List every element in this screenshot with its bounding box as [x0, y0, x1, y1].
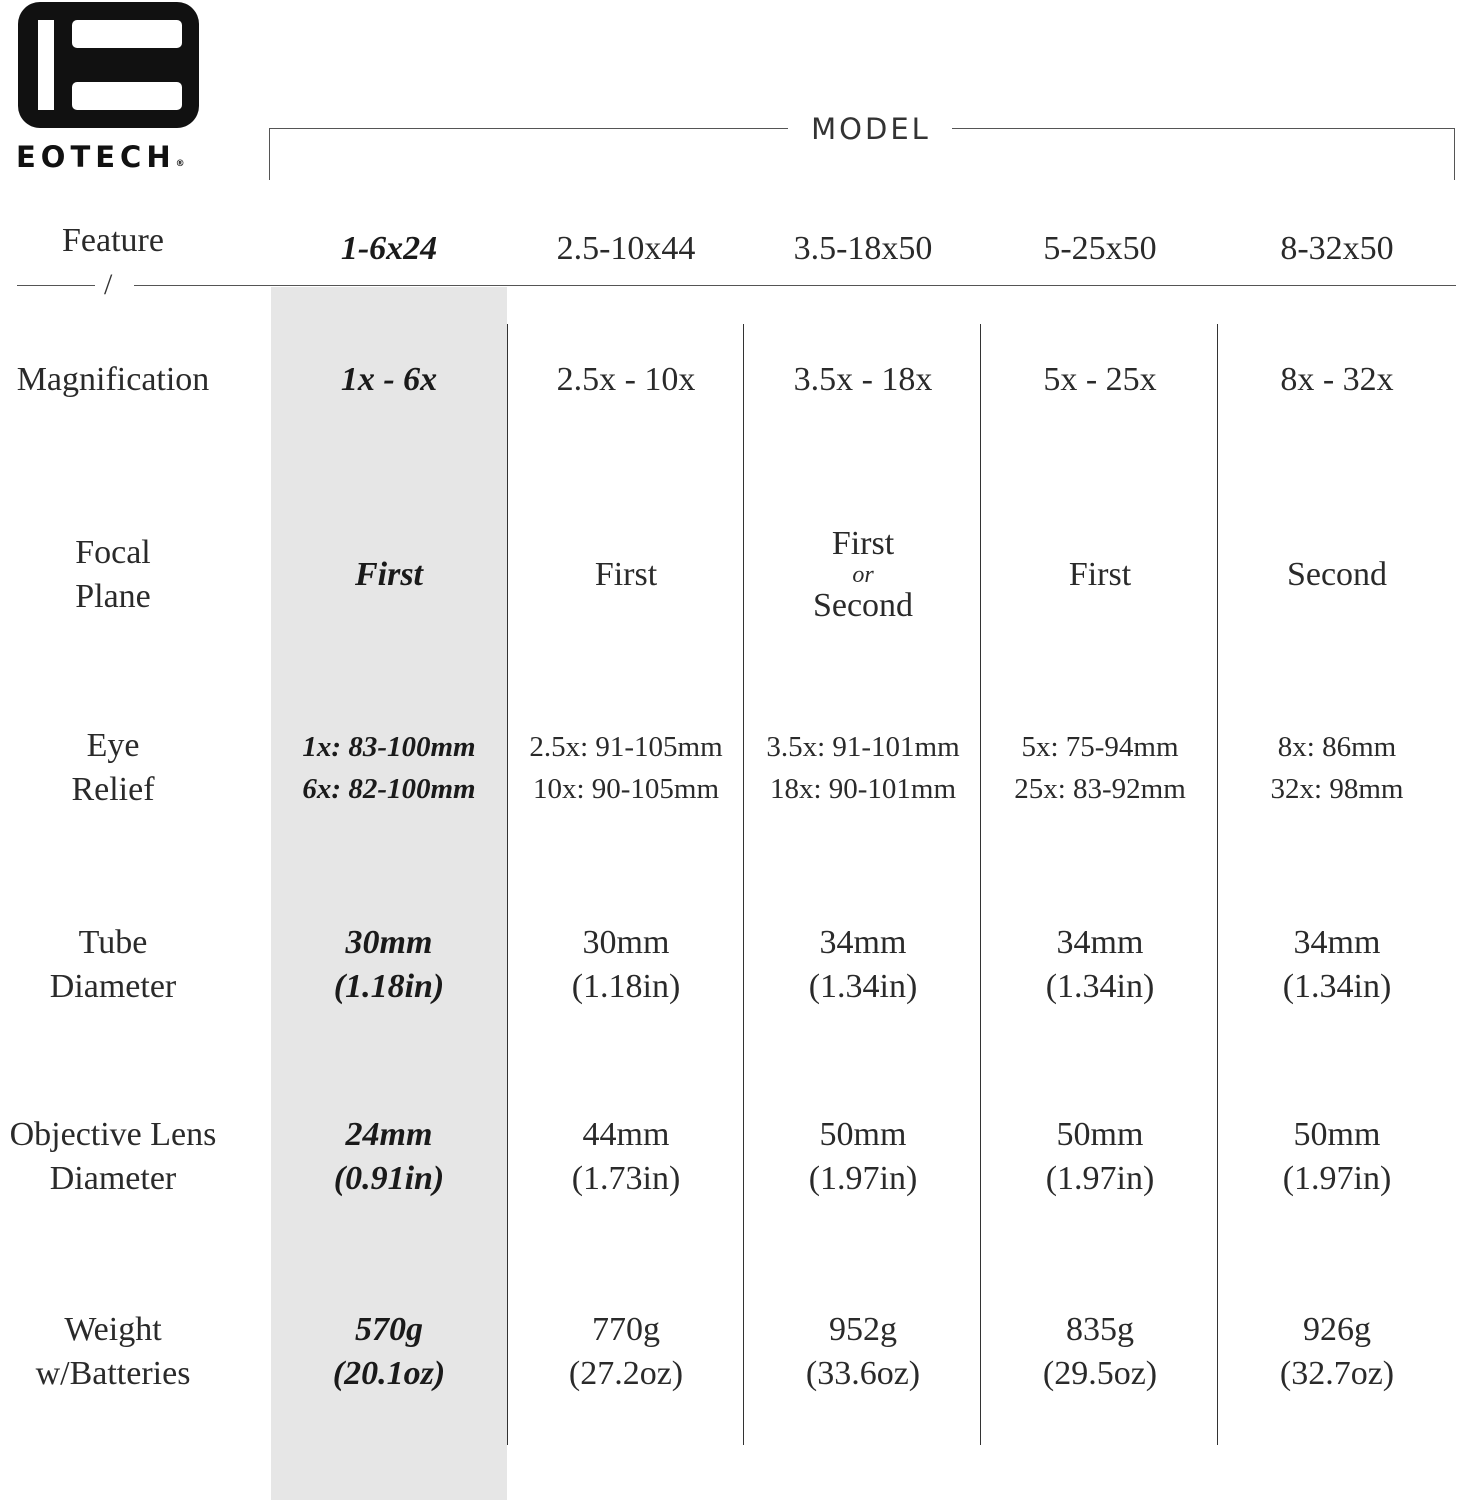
model-header-2: 3.5-18x50: [793, 230, 933, 267]
registered-mark: ®: [175, 159, 185, 169]
table-cell: [982, 490, 1218, 660]
table-cell-line: 30mm: [582, 924, 670, 961]
feature-label-line: Diameter: [49, 968, 177, 1005]
table-cell-line: 32x: 98mm: [1270, 773, 1404, 805]
feature-label-line: w/Batteries: [35, 1355, 191, 1392]
table-cell-line: (1.34in): [1282, 968, 1392, 1005]
model-header-1: 2.5-10x44: [556, 230, 696, 267]
table-cell: [745, 1267, 981, 1437]
table-cell: [745, 490, 981, 660]
table-cell: [271, 880, 507, 1050]
table-cell: [1219, 1267, 1455, 1437]
table-cell: [982, 683, 1218, 853]
feature-label-line: Eye: [86, 727, 140, 764]
table-cell-line: 2.5x - 10x: [556, 361, 696, 398]
table-cell-line: 1x - 6x: [340, 361, 438, 398]
table-cell-line: 44mm: [582, 1116, 670, 1153]
feature-label-line: Relief: [71, 771, 155, 808]
table-cell-line: (1.97in): [1045, 1160, 1155, 1197]
table-cell-line: 34mm: [1056, 924, 1144, 961]
feature-label-line: Diameter: [49, 1160, 177, 1197]
feature-label-line: Plane: [75, 578, 151, 615]
model-header-3: 5-25x50: [1043, 230, 1157, 267]
brand-name: EOTECH: [16, 140, 176, 174]
table-cell: [508, 490, 744, 660]
table-cell-line: or: [852, 562, 874, 588]
table-cell-line: 952g: [829, 1311, 897, 1348]
feature-label-line: Tube: [78, 924, 148, 961]
feature-label: [0, 295, 226, 465]
table-cell-line: 30mm: [345, 924, 433, 961]
table-cell-line: 570g: [355, 1311, 423, 1348]
brand-wordmark: [16, 140, 216, 174]
table-cell-line: 34mm: [819, 924, 907, 961]
table-cell-line: 926g: [1303, 1311, 1371, 1348]
table-cell-line: First: [354, 556, 424, 593]
table-cell-line: 2.5x: 91-105mm: [529, 731, 723, 763]
table-cell-line: 10x: 90-105mm: [532, 773, 720, 805]
table-cell-line: 18x: 90-101mm: [769, 773, 957, 805]
table-cell-line: (1.97in): [808, 1160, 918, 1197]
table-cell-line: 50mm: [1293, 1116, 1381, 1153]
table-cell: [745, 683, 981, 853]
table-cell-line: 6x: 82-100mm: [302, 773, 476, 805]
table-cell-line: 50mm: [819, 1116, 907, 1153]
table-cell: [745, 880, 981, 1050]
feature-label-line: Objective Lens: [9, 1116, 217, 1153]
table-cell: [745, 1072, 981, 1242]
table-cell-line: First: [831, 525, 895, 562]
table-cell-line: 5x: 75-94mm: [1021, 731, 1179, 763]
feature-label-line: Weight: [64, 1311, 162, 1348]
feature-label-line: Magnification: [16, 361, 210, 398]
table-cell-line: (20.1oz): [332, 1355, 446, 1392]
table-cell: [982, 1072, 1218, 1242]
header-divider-left: [17, 285, 95, 286]
table-cell-line: Second: [1286, 556, 1388, 593]
table-cell: [1219, 490, 1455, 660]
table-cell: [982, 1267, 1218, 1437]
table-cell-line: (27.2oz): [568, 1355, 684, 1392]
header-divider-right: [134, 285, 1456, 286]
table-cell-line: First: [594, 556, 658, 593]
table-cell: [508, 1267, 744, 1437]
table-cell: [1219, 1072, 1455, 1242]
feature-label-line: Focal: [75, 534, 151, 571]
table-cell-line: 24mm: [345, 1116, 433, 1153]
table-cell: [508, 683, 744, 853]
table-cell: [271, 1267, 507, 1437]
table-cell-line: 34mm: [1293, 924, 1381, 961]
feature-label: [0, 1267, 226, 1437]
table-cell-line: (33.6oz): [805, 1355, 921, 1392]
table-cell-line: 8x - 32x: [1280, 361, 1394, 398]
table-cell-line: First: [1068, 556, 1132, 593]
table-cell-line: 50mm: [1056, 1116, 1144, 1153]
table-cell-line: (0.91in): [333, 1160, 445, 1197]
feature-label: [0, 490, 226, 660]
table-cell: [982, 295, 1218, 465]
table-cell-line: 5x - 25x: [1043, 361, 1157, 398]
table-cell-line: 770g: [592, 1311, 660, 1348]
table-cell-line: (1.34in): [1045, 968, 1155, 1005]
table-cell: [1219, 880, 1455, 1050]
feature-label: [0, 683, 226, 853]
feature-header: Feature: [62, 222, 164, 259]
table-cell-line: 8x: 86mm: [1277, 731, 1397, 763]
table-cell-line: 25x: 83-92mm: [1014, 773, 1186, 805]
table-cell: [982, 880, 1218, 1050]
table-cell: [271, 490, 507, 660]
table-cell-line: (1.18in): [333, 968, 445, 1005]
feature-slash: /: [104, 268, 113, 301]
table-cell-line: (29.5oz): [1042, 1355, 1158, 1392]
table-cell: [1219, 683, 1455, 853]
table-cell: [508, 295, 744, 465]
table-cell-line: (1.97in): [1282, 1160, 1392, 1197]
table-cell-line: (1.73in): [571, 1160, 681, 1197]
table-cell: [271, 295, 507, 465]
table-cell-line: (32.7oz): [1279, 1355, 1395, 1392]
table-cell: [1219, 295, 1455, 465]
table-cell-line: (1.34in): [808, 968, 918, 1005]
table-cell: [271, 683, 507, 853]
table-cell-line: Second: [812, 587, 914, 624]
table-cell: [745, 295, 981, 465]
feature-label: [0, 1072, 226, 1242]
table-cell: [508, 1072, 744, 1242]
table-cell-line: 3.5x - 18x: [793, 361, 933, 398]
model-header-4: 8-32x50: [1280, 230, 1394, 267]
table-cell-line: (1.18in): [571, 968, 681, 1005]
feature-label: [0, 880, 226, 1050]
model-header-0: 1-6x24: [340, 230, 438, 267]
table-cell-line: 835g: [1066, 1311, 1134, 1348]
table-cell-line: 1x: 83-100mm: [302, 731, 476, 763]
table-cell: [271, 1072, 507, 1242]
table-cell-line: 3.5x: 91-101mm: [766, 731, 960, 763]
model-label: MODEL: [811, 112, 931, 146]
table-cell: [508, 880, 744, 1050]
